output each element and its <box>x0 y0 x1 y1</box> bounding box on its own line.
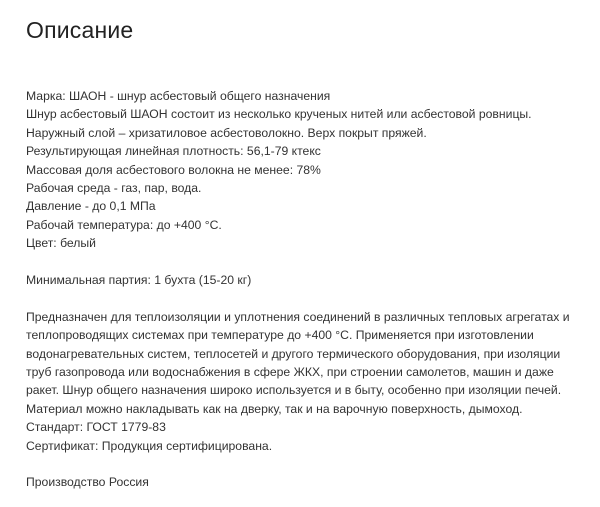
origin: Производство Россия <box>26 475 149 490</box>
min-order: Минимальная партия: 1 бухта (15-20 кг) <box>26 273 252 288</box>
spec-asbestos-share: Массовая доля асбестового волокна не менее: 78% <box>26 162 321 177</box>
spec-temperature: Рабочай температура: до +400 °C. <box>26 217 222 232</box>
spec-composition: Шнур асбестовый ШАОН состоит из несколько крученых нитей или асбестовой ровницы. Наружный слой – хризатиловое асбестоволокно. Верх покрыт пряжей. <box>26 107 532 140</box>
spec-linear-density: Результирующая линейная плотность: 56,1-79 ктекс <box>26 144 321 159</box>
standard: Стандарт: ГОСТ 1779-83 <box>26 420 166 435</box>
certificate: Сертификат: Продукция сертифицирована. <box>26 438 273 453</box>
spacer <box>26 253 586 271</box>
spec-pressure: Давление - до 0,1 МПа <box>26 199 156 214</box>
description-body <box>26 87 586 492</box>
purpose-text: Предназначен для теплоизоляции и уплотнения соединений в различных тепловых агрегатах и теплопроводящих системах при температуре до +400 °C. Применяется при изготовлении водонагревательных систем, теплосетей и другого термического оборудования, при изоляции труб газопровода или водоснабжения в сфере ЖКХ, при строении самолетов, машин и даже ракет. Шнур общего назначения широко используется и в быту, особенно при изоляции печей. Материал можно накладывать как на дверку, так и на варочную поверхность, дымоход. <box>26 309 570 416</box>
section-title: Описание <box>26 17 134 43</box>
spec-color: Цвет: белый <box>26 236 96 251</box>
spec-brand: Марка: ШАОН - шнур асбестовый общего назначения <box>26 89 331 103</box>
spacer <box>26 455 586 473</box>
spacer <box>26 289 586 307</box>
spec-working-medium: Рабочая среда - газ, пар, вода. <box>26 181 202 196</box>
